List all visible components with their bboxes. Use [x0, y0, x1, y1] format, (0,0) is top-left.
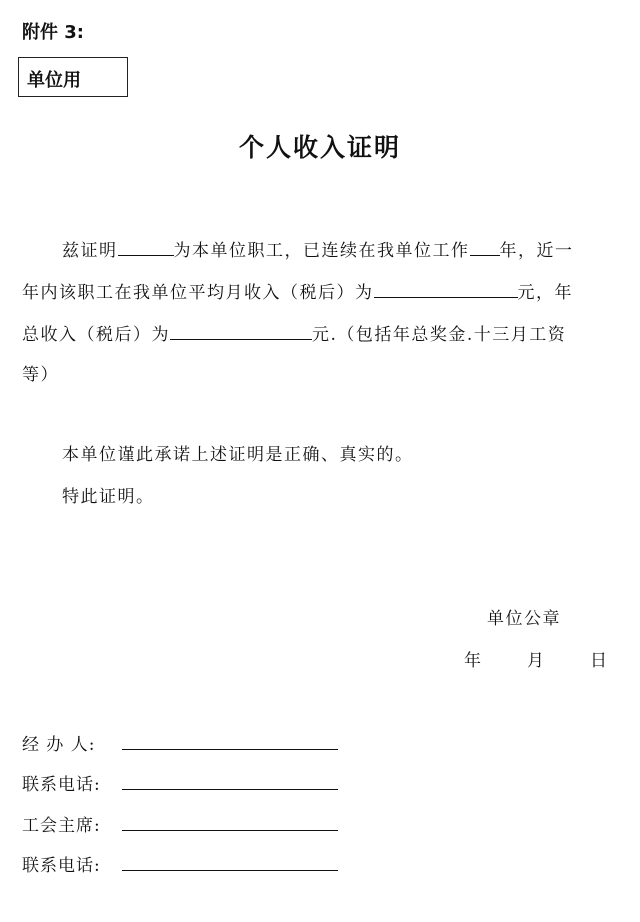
date-day: 日	[590, 651, 607, 671]
union-chair-phone-label: 联系电话:	[22, 856, 101, 876]
body-line-1-a: 兹证明	[62, 241, 118, 261]
union-chair-signature-line[interactable]	[122, 830, 338, 831]
handler-phone-line[interactable]	[122, 789, 338, 790]
union-chair-phone-line[interactable]	[122, 870, 338, 871]
annual-income-blank[interactable]	[170, 338, 312, 340]
monthly-income-blank[interactable]	[374, 296, 518, 298]
hereby-text: 特此证明。	[62, 487, 155, 507]
body-line-1-c: 年，近一	[499, 241, 574, 261]
body-line-2-b: 元，年	[517, 283, 573, 303]
body-line-1	[62, 236, 574, 261]
union-chair-label: 工会主席:	[22, 816, 101, 836]
body-line-2	[22, 278, 573, 303]
attachment-label: 附件 3:	[22, 22, 84, 43]
body-line-3	[22, 320, 566, 345]
body-line-3-a: 总收入（税后）为	[22, 325, 170, 345]
promise-text: 本单位谨此承诺上述证明是正确、真实的。	[62, 445, 414, 465]
employee-name-blank[interactable]	[118, 254, 174, 256]
document-title: 个人收入证明	[238, 133, 401, 162]
unit-use-box	[18, 57, 128, 97]
body-line-3-b: 元.（包括年总奖金.十三月工资	[312, 325, 567, 345]
handler-phone-label: 联系电话:	[22, 775, 101, 795]
date-month: 月	[527, 651, 544, 671]
handler-label: 经 办 人:	[22, 735, 96, 755]
seal-label: 单位公章	[487, 609, 561, 629]
body-line-4: 等）	[22, 365, 59, 385]
unit-use-label: 单位用	[27, 70, 81, 91]
body-line-2-a: 年内该职工在我单位平均月收入（税后）为	[22, 283, 374, 303]
body-line-1-b: 为本单位职工，已连续在我单位工作	[173, 241, 470, 261]
years-worked-blank[interactable]	[470, 254, 500, 256]
date-year: 年	[464, 651, 481, 671]
handler-signature-line[interactable]	[122, 749, 338, 750]
